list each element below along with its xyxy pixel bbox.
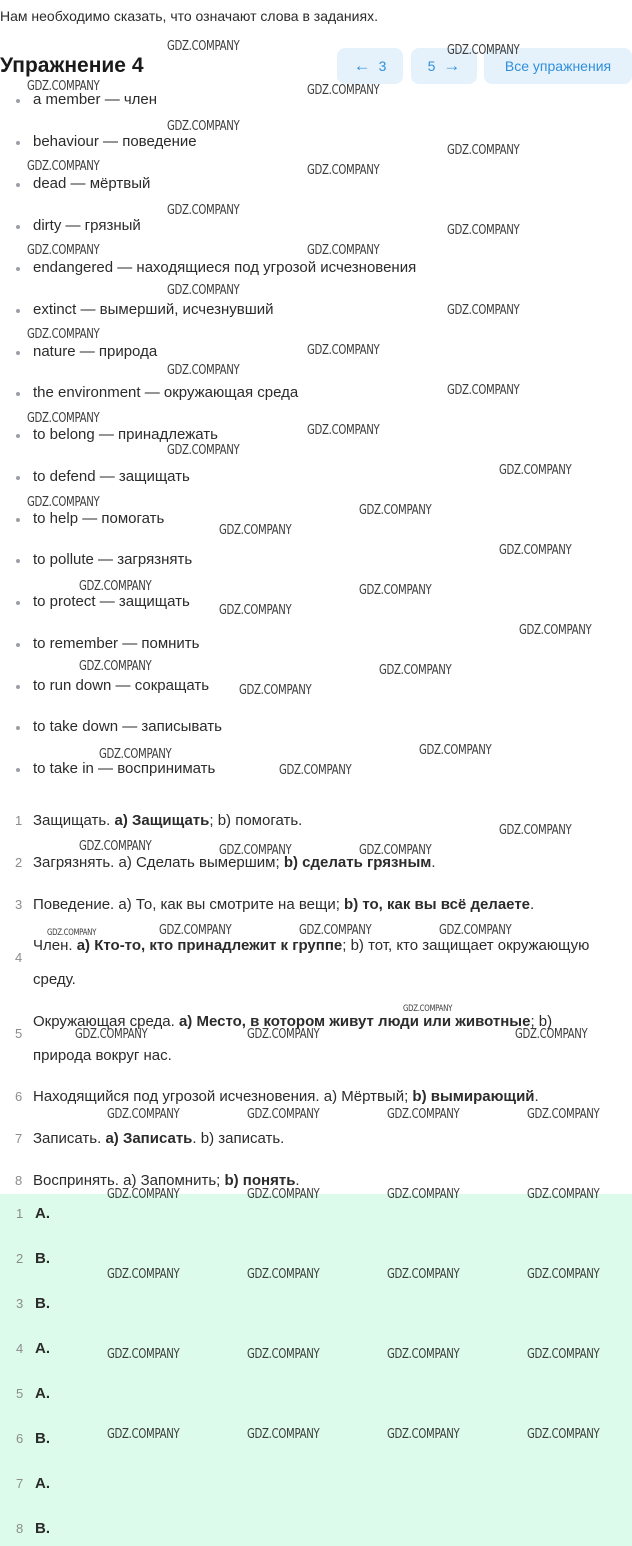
watermark: GDZ.COMPANY xyxy=(307,163,380,178)
answer-text: B. xyxy=(35,1250,50,1267)
watermark: GDZ.COMPANY xyxy=(387,1427,460,1442)
question-text xyxy=(33,1170,605,1192)
watermark: GDZ.COMPANY xyxy=(279,763,352,778)
question-number: 6 xyxy=(15,1089,23,1104)
watermark: GDZ.COMPANY xyxy=(79,659,152,674)
watermark: GDZ.COMPANY xyxy=(27,495,100,510)
watermark: GDZ.COMPANY xyxy=(307,343,380,358)
question-correct: b) понять xyxy=(224,1172,296,1189)
watermark: GDZ.COMPANY xyxy=(247,1267,320,1282)
watermark: GDZ.COMPANY xyxy=(419,743,492,758)
watermark: GDZ.COMPANY xyxy=(167,39,240,54)
watermark: GDZ.COMPANY xyxy=(107,1107,180,1122)
watermark: GDZ.COMPANY xyxy=(387,1187,460,1202)
watermark: GDZ.COMPANY xyxy=(527,1107,600,1122)
arrow-right-icon: → xyxy=(443,56,461,75)
watermark: GDZ.COMPANY xyxy=(75,1027,148,1042)
watermark: GDZ.COMPANY xyxy=(247,1347,320,1362)
bullet-icon xyxy=(16,643,20,647)
vocab-text: behaviour — поведение xyxy=(33,133,197,150)
bullet-icon xyxy=(16,559,20,563)
page-title: Упражнение 4 xyxy=(0,54,144,77)
watermark: GDZ.COMPANY xyxy=(447,43,520,58)
question-number: 1 xyxy=(15,813,23,828)
watermark: GDZ.COMPANY xyxy=(167,203,240,218)
watermark: GDZ.COMPANY xyxy=(247,1187,320,1202)
question-text xyxy=(33,852,605,874)
vocab-text: to remember — помнить xyxy=(33,635,200,652)
answer-text: A. xyxy=(35,1340,50,1357)
bullet-icon xyxy=(16,476,20,480)
answer-text: A. xyxy=(35,1385,50,1402)
question-text xyxy=(33,929,605,997)
watermark: GDZ.COMPANY xyxy=(527,1347,600,1362)
vocab-text: to take down — записывать xyxy=(33,718,222,735)
question-part: ; b) тот, кто защищает окружающую среду. xyxy=(33,937,590,988)
watermark: GDZ.COMPANY xyxy=(387,1347,460,1362)
vocab-text: endangered — находящиеся под угрозой исчезновения xyxy=(33,259,417,276)
watermark: GDZ.COMPANY xyxy=(359,503,432,518)
watermark: GDZ.COMPANY xyxy=(219,843,292,858)
bullet-icon xyxy=(16,141,20,145)
bullet-icon xyxy=(16,685,20,689)
intro-text: Нам необходимо сказать, что означают слова в заданиях. xyxy=(0,8,378,24)
watermark: GDZ.COMPANY xyxy=(99,747,172,762)
watermark: GDZ.COMPANY xyxy=(247,1107,320,1122)
answer-number: 7 xyxy=(16,1476,24,1491)
question-part: Воспринять. а) Запомнить; xyxy=(33,1172,225,1189)
watermark: GDZ.COMPANY xyxy=(307,243,380,258)
watermark: GDZ.COMPANY xyxy=(515,1027,588,1042)
watermark: GDZ.COMPANY xyxy=(247,1027,320,1042)
vocab-text: a member — член xyxy=(33,91,158,108)
question-part: Окружающая среда. xyxy=(33,1013,179,1030)
answer-number: 1 xyxy=(16,1206,24,1221)
question-part: . xyxy=(295,1172,300,1189)
bullet-icon xyxy=(16,309,20,313)
watermark: GDZ.COMPANY xyxy=(447,383,520,398)
bullet-icon xyxy=(16,267,20,271)
answer-number: 6 xyxy=(16,1431,24,1446)
answer-number: 2 xyxy=(16,1251,24,1266)
watermark: GDZ.COMPANY xyxy=(107,1347,180,1362)
all-exercises-label: Все упражнения xyxy=(504,58,612,74)
next-exercise-label: 5 xyxy=(427,58,436,74)
watermark: GDZ.COMPANY xyxy=(79,579,152,594)
bullet-icon xyxy=(16,601,20,605)
question-text xyxy=(33,1086,605,1108)
bullet-icon xyxy=(16,183,20,187)
question-text xyxy=(33,810,605,832)
question-part: Защищать. xyxy=(33,812,115,829)
watermark: GDZ.COMPANY xyxy=(27,159,100,174)
bullet-icon xyxy=(16,768,20,772)
vocab-text: to belong — принадлежать xyxy=(33,426,218,443)
watermark: GDZ.COMPANY xyxy=(27,79,100,94)
watermark: GDZ.COMPANY xyxy=(107,1187,180,1202)
answer-number: 3 xyxy=(16,1296,24,1311)
question-text xyxy=(33,1005,605,1073)
question-part: ; b) природа вокруг нас. xyxy=(33,1013,553,1064)
bullet-icon xyxy=(16,225,20,229)
watermark: GDZ.COMPANY xyxy=(499,823,572,838)
answer-number: 4 xyxy=(16,1341,24,1356)
prev-exercise-label: 3 xyxy=(378,58,387,74)
watermark: GDZ.COMPANY xyxy=(239,683,312,698)
question-part: . b) записать. xyxy=(192,1130,285,1147)
vocab-text: to run down — сокращать xyxy=(33,677,210,694)
question-part: . xyxy=(530,896,535,913)
watermark: GDZ.COMPANY xyxy=(167,119,240,134)
watermark: GDZ.COMPANY xyxy=(439,923,512,938)
question-part: Поведение. а) То, как вы смотрите на вещи; xyxy=(33,896,345,913)
question-number: 3 xyxy=(15,897,23,912)
vocab-text: to help — помогать xyxy=(33,510,165,527)
question-correct: b) сделать грязным xyxy=(283,854,432,871)
vocab-text: to pollute — загрязнять xyxy=(33,551,193,568)
watermark: GDZ.COMPANY xyxy=(403,1004,453,1014)
bullet-icon xyxy=(16,726,20,730)
vocab-text: nature — природа xyxy=(33,343,158,360)
question-number: 2 xyxy=(15,855,23,870)
question-part: Записать. xyxy=(33,1130,106,1147)
question-number: 7 xyxy=(15,1131,23,1146)
watermark: GDZ.COMPANY xyxy=(159,923,232,938)
watermark: GDZ.COMPANY xyxy=(499,463,572,478)
question-correct: b) вымирающий xyxy=(412,1088,535,1105)
question-part: ; b) помогать. xyxy=(209,812,303,829)
watermark: GDZ.COMPANY xyxy=(107,1427,180,1442)
vocab-text: dirty — грязный xyxy=(33,217,141,234)
question-part: Загрязнять. а) Сделать вымершим; xyxy=(33,854,284,871)
watermark: GDZ.COMPANY xyxy=(447,143,520,158)
question-correct: а) Место, в котором живут люди или животные xyxy=(178,1013,531,1030)
watermark: GDZ.COMPANY xyxy=(307,423,380,438)
question-correct: а) Кто-то, кто принадлежит к группе xyxy=(76,937,343,954)
vocab-text: to take in — воспринимать xyxy=(33,760,216,777)
watermark: GDZ.COMPANY xyxy=(379,663,452,678)
watermark: GDZ.COMPANY xyxy=(499,543,572,558)
watermark: GDZ.COMPANY xyxy=(307,83,380,98)
answers-panel xyxy=(0,1194,632,1546)
bullet-icon xyxy=(16,434,20,438)
watermark: GDZ.COMPANY xyxy=(47,928,97,938)
bullet-icon xyxy=(16,99,20,103)
answer-text: A. xyxy=(35,1475,50,1492)
bullet-icon xyxy=(16,392,20,396)
answer-text: B. xyxy=(35,1520,50,1537)
bullet-icon xyxy=(16,351,20,355)
watermark: GDZ.COMPANY xyxy=(219,523,292,538)
question-part: Находящийся под угрозой исчезновения. а) Мёртвый; xyxy=(33,1088,413,1105)
watermark: GDZ.COMPANY xyxy=(167,363,240,378)
vocab-text: to protect — защищать xyxy=(33,593,190,610)
vocab-text: to defend — защищать xyxy=(33,468,190,485)
answer-text: B. xyxy=(35,1430,50,1447)
watermark: GDZ.COMPANY xyxy=(219,603,292,618)
question-number: 5 xyxy=(15,1026,23,1041)
question-part: . xyxy=(431,854,436,871)
watermark: GDZ.COMPANY xyxy=(387,1107,460,1122)
watermark: GDZ.COMPANY xyxy=(247,1427,320,1442)
vocab-text: dead — мёртвый xyxy=(33,175,151,192)
watermark: GDZ.COMPANY xyxy=(27,243,100,258)
answer-text: B. xyxy=(35,1295,50,1312)
answer-number: 5 xyxy=(16,1386,24,1401)
watermark: GDZ.COMPANY xyxy=(299,923,372,938)
watermark: GDZ.COMPANY xyxy=(107,1267,180,1282)
watermark: GDZ.COMPANY xyxy=(167,443,240,458)
question-text xyxy=(33,1128,605,1150)
question-part: Член. xyxy=(33,937,77,954)
question-text xyxy=(33,894,605,916)
arrow-left-icon: ← xyxy=(353,56,371,75)
question-correct: а) Записать xyxy=(105,1130,193,1147)
question-correct: а) Защищать xyxy=(114,812,210,829)
all-exercises-button[interactable] xyxy=(484,48,632,84)
answer-number: 8 xyxy=(16,1521,24,1536)
watermark: GDZ.COMPANY xyxy=(527,1267,600,1282)
watermark: GDZ.COMPANY xyxy=(447,223,520,238)
watermark: GDZ.COMPANY xyxy=(519,623,592,638)
watermark: GDZ.COMPANY xyxy=(447,303,520,318)
vocab-text: extinct — вымерший, исчезнувший xyxy=(33,301,274,318)
watermark: GDZ.COMPANY xyxy=(167,283,240,298)
watermark: GDZ.COMPANY xyxy=(79,839,152,854)
watermark: GDZ.COMPANY xyxy=(27,327,100,342)
question-number: 8 xyxy=(15,1173,23,1188)
bullet-icon xyxy=(16,518,20,522)
question-number: 4 xyxy=(15,950,23,965)
vocab-text: the environment — окружающая среда xyxy=(33,384,299,401)
question-part: . xyxy=(534,1088,539,1105)
prev-exercise-button[interactable] xyxy=(337,48,403,84)
watermark: GDZ.COMPANY xyxy=(359,843,432,858)
next-exercise-button[interactable] xyxy=(411,48,477,84)
watermark: GDZ.COMPANY xyxy=(527,1187,600,1202)
answer-text: A. xyxy=(35,1205,50,1222)
watermark: GDZ.COMPANY xyxy=(27,411,100,426)
watermark: GDZ.COMPANY xyxy=(359,583,432,598)
question-correct: b) то, как вы всё делаете xyxy=(344,896,531,913)
watermark: GDZ.COMPANY xyxy=(527,1427,600,1442)
watermark: GDZ.COMPANY xyxy=(387,1267,460,1282)
